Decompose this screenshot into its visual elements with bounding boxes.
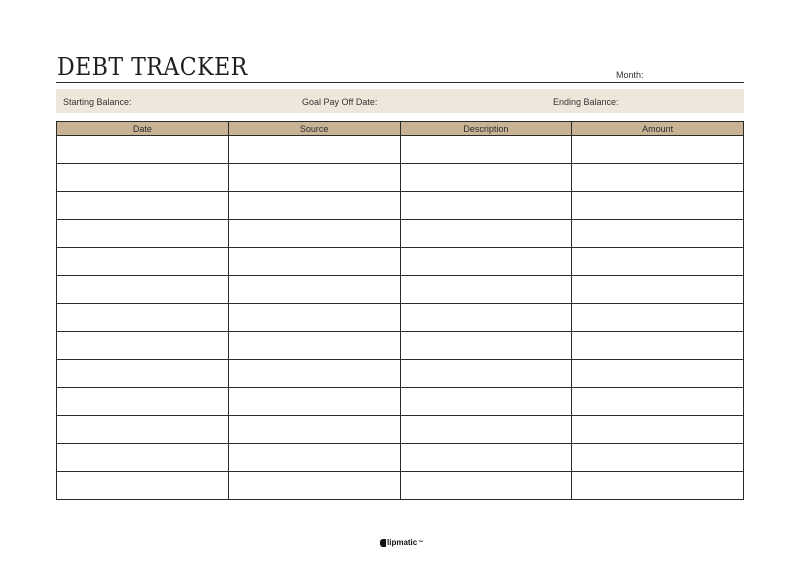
table-cell-date[interactable] <box>57 192 229 220</box>
table-cell-description[interactable] <box>400 164 572 192</box>
table-cell-description[interactable] <box>400 192 572 220</box>
table-cell-date[interactable] <box>57 304 229 332</box>
table-cell-date[interactable] <box>57 248 229 276</box>
table-cell-source[interactable] <box>228 360 400 388</box>
table-cell-description[interactable] <box>400 220 572 248</box>
table-cell-amount[interactable] <box>572 332 744 360</box>
table-cell-amount[interactable] <box>572 388 744 416</box>
table-row <box>57 276 744 304</box>
table-row <box>57 444 744 472</box>
table-cell-date[interactable] <box>57 360 229 388</box>
table-cell-source[interactable] <box>228 164 400 192</box>
table-body <box>57 136 744 500</box>
table-cell-description[interactable] <box>400 388 572 416</box>
table-cell-source[interactable] <box>228 444 400 472</box>
table-cell-description[interactable] <box>400 136 572 164</box>
table-row <box>57 248 744 276</box>
table-cell-description[interactable] <box>400 248 572 276</box>
table-row <box>57 164 744 192</box>
column-header-description: Description <box>400 122 572 136</box>
column-header-source: Source <box>228 122 400 136</box>
starting-balance-label: Starting Balance: <box>63 97 132 107</box>
table-row <box>57 136 744 164</box>
table-cell-amount[interactable] <box>572 248 744 276</box>
title-divider <box>56 82 744 83</box>
table-cell-description[interactable] <box>400 444 572 472</box>
table-cell-date[interactable] <box>57 136 229 164</box>
table-cell-source[interactable] <box>228 248 400 276</box>
logo-text: lipmatic <box>387 538 418 547</box>
table-header-row <box>57 122 744 136</box>
table-cell-date[interactable] <box>57 164 229 192</box>
page-title: DEBT TRACKER <box>57 53 248 81</box>
table-cell-amount[interactable] <box>572 472 744 500</box>
table-cell-amount[interactable] <box>572 164 744 192</box>
table-cell-source[interactable] <box>228 136 400 164</box>
month-label: Month: <box>616 70 644 80</box>
logo-mark-icon <box>380 539 386 547</box>
column-header-amount: Amount <box>572 122 744 136</box>
table-cell-amount[interactable] <box>572 416 744 444</box>
table-row <box>57 220 744 248</box>
ending-balance-label: Ending Balance: <box>553 97 619 107</box>
table-row <box>57 360 744 388</box>
table-cell-amount[interactable] <box>572 192 744 220</box>
column-header-date: Date <box>57 122 229 136</box>
table-row <box>57 416 744 444</box>
table-cell-description[interactable] <box>400 304 572 332</box>
table-cell-amount[interactable] <box>572 276 744 304</box>
table-cell-source[interactable] <box>228 220 400 248</box>
table-cell-amount[interactable] <box>572 360 744 388</box>
table-cell-source[interactable] <box>228 416 400 444</box>
table-cell-amount[interactable] <box>572 136 744 164</box>
clipmatic-logo <box>380 538 423 547</box>
table-row <box>57 388 744 416</box>
table-cell-amount[interactable] <box>572 444 744 472</box>
table-cell-description[interactable] <box>400 360 572 388</box>
balance-band <box>56 89 744 113</box>
table-row <box>57 304 744 332</box>
table-cell-date[interactable] <box>57 444 229 472</box>
table-cell-date[interactable] <box>57 416 229 444</box>
table-row <box>57 332 744 360</box>
table-cell-description[interactable] <box>400 472 572 500</box>
table-row <box>57 192 744 220</box>
table-cell-source[interactable] <box>228 192 400 220</box>
table-cell-date[interactable] <box>57 388 229 416</box>
table-cell-date[interactable] <box>57 332 229 360</box>
table-cell-source[interactable] <box>228 304 400 332</box>
table-cell-source[interactable] <box>228 388 400 416</box>
debt-tracker-table <box>56 121 744 500</box>
table-cell-description[interactable] <box>400 416 572 444</box>
table-cell-source[interactable] <box>228 332 400 360</box>
table-cell-date[interactable] <box>57 220 229 248</box>
table-cell-amount[interactable] <box>572 304 744 332</box>
logo-trademark: ™ <box>418 539 424 546</box>
table-cell-description[interactable] <box>400 332 572 360</box>
table-cell-source[interactable] <box>228 472 400 500</box>
table-cell-date[interactable] <box>57 472 229 500</box>
table-cell-amount[interactable] <box>572 220 744 248</box>
table-row <box>57 472 744 500</box>
table-cell-source[interactable] <box>228 276 400 304</box>
table-cell-description[interactable] <box>400 276 572 304</box>
goal-pay-off-date-label: Goal Pay Off Date: <box>302 97 378 107</box>
table-cell-date[interactable] <box>57 276 229 304</box>
